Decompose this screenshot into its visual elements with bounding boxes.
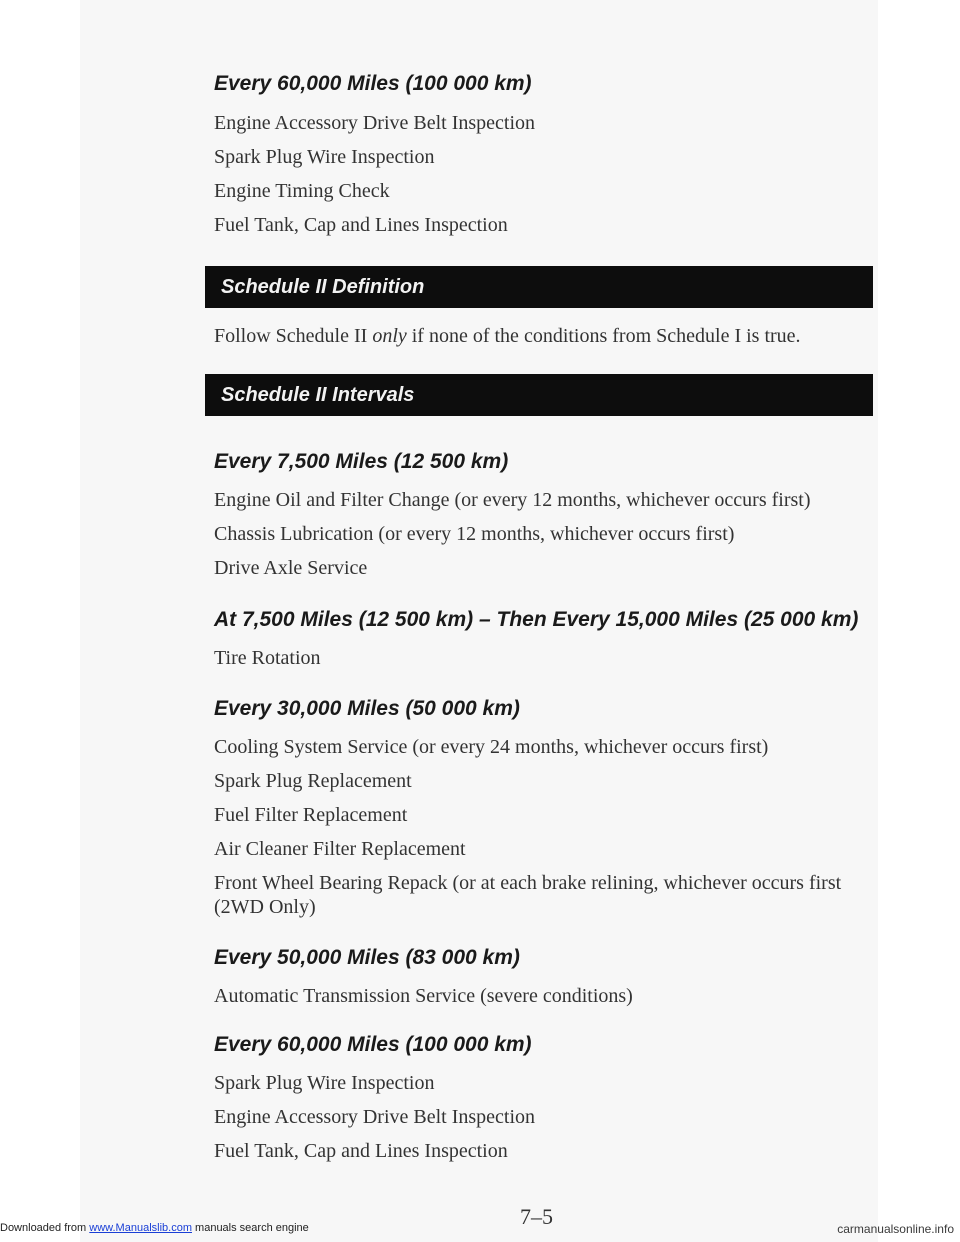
list-item: Spark Plug Wire Inspection: [214, 1072, 435, 1094]
list-item: Engine Oil and Filter Change (or every 12 months, whichever occurs first): [214, 489, 811, 511]
section-heading-30000: Every 30,000 Miles (50 000 km): [214, 697, 520, 720]
list-item: Tire Rotation: [214, 647, 321, 669]
section-heading-60000-top: Every 60,000 Miles (100 000 km): [214, 72, 532, 95]
list-item: Fuel Filter Replacement: [214, 804, 408, 826]
list-item: Air Cleaner Filter Replacement: [214, 838, 466, 860]
section-heading-7500-15000: At 7,500 Miles (12 500 km) – Then Every 15,000 Miles (25 000 km): [214, 608, 859, 631]
list-item: Drive Axle Service: [214, 557, 368, 579]
list-item: Spark Plug Replacement: [214, 770, 412, 792]
section-heading-7500: Every 7,500 Miles (12 500 km): [214, 450, 509, 473]
manualslib-link[interactable]: www.Manualslib.com: [89, 1222, 192, 1234]
list-item: Cooling System Service (or every 24 months, whichever occurs first): [214, 736, 769, 758]
section-heading-50000: Every 50,000 Miles (83 000 km): [214, 946, 520, 969]
list-item: Engine Accessory Drive Belt Inspection: [214, 1106, 536, 1128]
definition-text: Follow Schedule II only if none of the conditions from Schedule I is true.: [214, 325, 801, 347]
list-item: Spark Plug Wire Inspection: [214, 146, 435, 168]
list-item: Chassis Lubrication (or every 12 months, whichever occurs first): [214, 523, 735, 545]
list-item: Automatic Transmission Service (severe conditions): [214, 985, 633, 1007]
schedule-ii-intervals-bar: Schedule II Intervals: [205, 374, 873, 416]
list-item: Front Wheel Bearing Repack (or at each brake relining, whichever occurs first (2WD Only): [214, 872, 842, 918]
list-item: Engine Accessory Drive Belt Inspection: [214, 112, 536, 134]
download-footer: Downloaded from www.Manualslib.com manuals search engine: [0, 1222, 309, 1234]
watermark-text: carmanualsonline.info: [837, 1222, 954, 1236]
schedule-ii-definition-bar: Schedule II Definition: [205, 266, 873, 308]
section-heading-60000: Every 60,000 Miles (100 000 km): [214, 1033, 532, 1056]
page-number: 7–5: [520, 1204, 553, 1229]
list-item: Fuel Tank, Cap and Lines Inspection: [214, 214, 508, 236]
list-item: Engine Timing Check: [214, 180, 390, 202]
list-item: Fuel Tank, Cap and Lines Inspection: [214, 1140, 508, 1162]
